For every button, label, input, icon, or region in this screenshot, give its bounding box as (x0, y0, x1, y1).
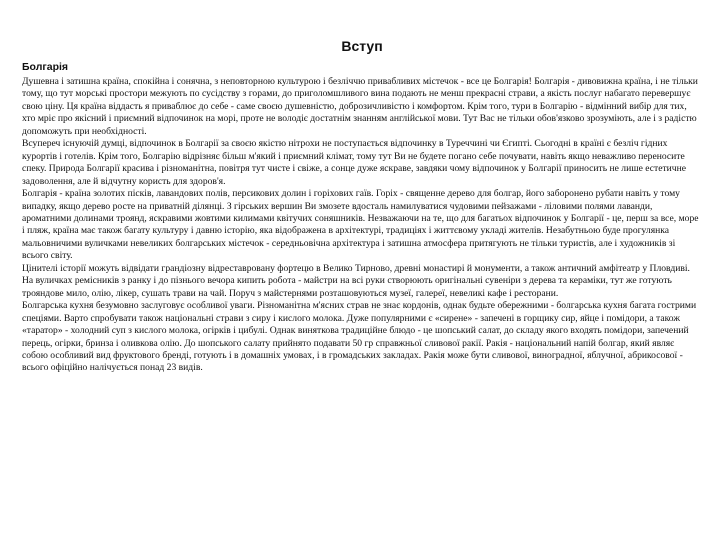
document-title: Вступ (341, 38, 383, 54)
document-page (22, 38, 702, 528)
paragraph-2: Всупереч існуючій думці, відпочинок в Болгарії за своєю якістю нітрохи не поступається відпочинку в Туреччині чи Єгипті. Сьогодні в країні є безліч гідних курортів і готелів. Крім того, Болгарію відрізняє більш м'який і приємний клімат, тому тут Ви не будете погано себе почувати, навіть якщо неважливо переносите спеку. Природа Болгарії красива і різноманітна, повітря тут чисте і свіже, а сонце дуже яскраве, завдяки чому відпочинок у Болгарії приносить не лише естетичне задоволення, але й відчутну користь для здоров'я. (22, 138, 687, 187)
paragraph-3: Болгарія - країна золотих пісків, лавандових полів, персикових долин і горіхових гаїв. Горіх - священне дерево для болгар, його заборонено рубати навіть у тому випадку, якщо дерево росте на приватній ділянці. З гірських вершин Ви змозете вдосталь намилуватися чудовими пейзажами - ліловими полями лаванди, ароматними долинами троянд, яскравими жовтими килимами квітучих соняшників. Незважаючи на те, що для багатьох відпочинок у Болгарії - це, перш за все, море і пляж, країна має також багату культуру і давню історію, яка відображена в архітектурі, традиціях і життєвому укладі жителів. Незабутньою буде прогулянка мальовничими вуличками невеликих болгарських містечок - середньовічна архітектура і затишна атмосфера притягують не тільки туристів, але і художників зі всього світу. (22, 188, 699, 262)
document-subtitle: Болгарія (22, 61, 69, 73)
paragraph-5: Болгарська кухня безумовно заслуговує особливої уваги. Різноманітна м'ясних страв не знає кордонів, однак будьте обережними - болгарська кухня багата гострими спеціями. Варто спробувати також національні страви з сиру і кислого молока. Дуже популярними є «сирене» - запечені в горщику сир, яйце і помідори, а також «таратор» - холодний суп з кислого молока, огірків і цибулі. Однак виняткова традиційне блюдо - це шопський салат, до складу якого входять помідори, запечений перець, огірки, бринза і оливкова олію. До шопського салату прийнято подавати 50 гр справжньої сливової ракії. Ракія - національний напій болгар, який являє собою особливий вид фруктового бренді, готують і в домашніх умовах, і в громадських закладах. Ракія може бути сливової, виноградної, яблучної, абрикосової - всього офіційно налічується понад 23 видів. (22, 300, 697, 374)
paragraph-4: Цінителі історії можуть відвідати грандіозну відреставровану фортецю в Велико Тирново, древні монастирі й монументи, а також античний амфітеатр у Пловдиві. На вуличках ремісників з ранку і до пізнього вечора кипить робота - майстри на всі руки створюють оригінальні сувеніри з дерева та кераміки, тут же готують трояндове мило, олію, лікер, сушать трави на чай. Поруч з майстернями розташовуються музеї, галереї, невеликі кафе і ресторани. (22, 262, 690, 299)
paragraph-1: Душевна і затишна країна, спокійна і сонячна, з неповторною культурою і безліччю привабливих містечок - все це Болгарія! Болгарія - дивовижна країна, і не тільки тому, що тут морські простори межують по сусідству з горами, до приголомшливого вина подають не менш прекрасні страви, а якість послуг набагато перевершує свою ціну. Ця країна віддасть я приваблює до себе - саме своєю душевністю, доброзичливістю і комфортом. Крім того, тури в Болгарію - відмінний вибір для тих, хто мріє про якісний і приємний відпочинок на морі, проте не володіє достатнім знанням англійської мови. Тут Вас не тільки обов'язково зрозуміють, але і з радістю допоможуть при необхідності. (22, 76, 698, 137)
